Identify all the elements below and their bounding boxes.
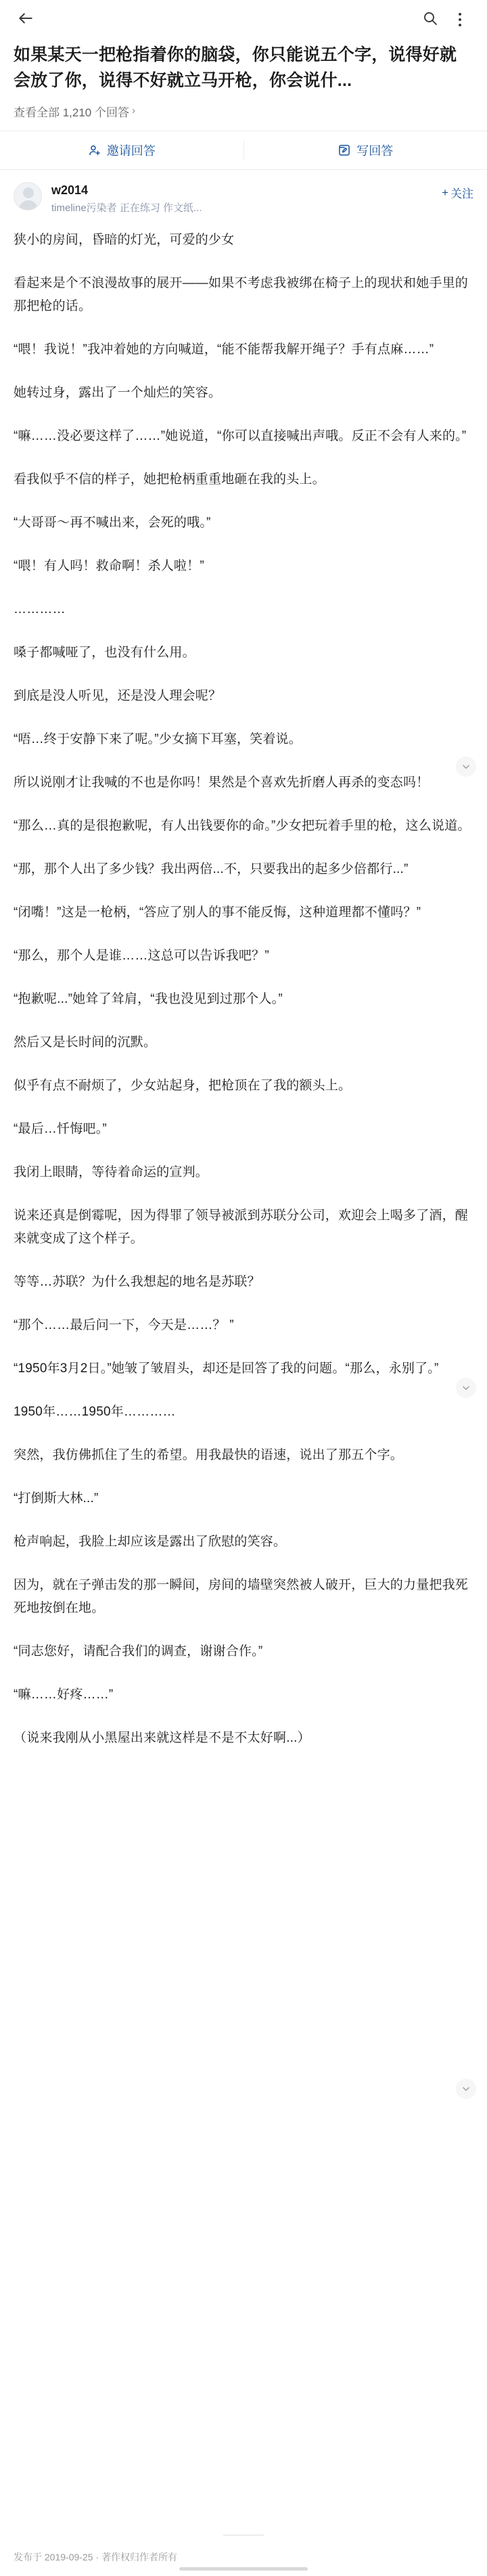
back-button[interactable] (12, 6, 39, 33)
invite-answer-label: 邀请回答 (106, 144, 156, 158)
view-all-answers-link[interactable] (14, 103, 473, 120)
publish-meta: 发布于 2019-09-25 · 著作权归作者所有 (14, 2552, 177, 2562)
answer-paragraph: （说来我刚从小黑屋出来就这样是不是不太好啊...） (14, 1731, 310, 1745)
answer-paragraph: “那个……最后问一下，今天是……？ ” (14, 1318, 234, 1332)
pencil-square-icon (338, 143, 351, 157)
arrow-left-icon (17, 9, 34, 30)
answer-paragraph: 似乎有点不耐烦了，少女站起身，把枪顶在了我的额头上。 (14, 1079, 352, 1093)
answer-paragraph: “那么…真的是很抱歉呢，有人出钱要你的命。”少女把玩着手里的枪，这么说道。 (14, 819, 471, 833)
user-plus-icon (88, 143, 101, 157)
home-indicator (179, 2567, 308, 2571)
author-bio: timeline污染者 正在练习 作文纸... (51, 202, 202, 214)
avatar[interactable] (14, 182, 42, 210)
page-title: 如果某天一把枪指着你的脑袋，你只能说五个字，说得好就会放了你，说得不好就立马开枪，你会说什... (14, 45, 457, 90)
answer-paragraph: “最后…忏悔吧。” (14, 1122, 107, 1136)
answer-paragraph: 嗓子都喊哑了，也没有什么用。 (14, 646, 195, 660)
answer-paragraph: ………… (14, 602, 66, 616)
invite-answer-button[interactable] (0, 131, 244, 169)
answer-paragraph: “抱歉呢...”她耸了耸肩，“我也没见到过那个人。” (14, 992, 283, 1006)
answer-paragraph: “那么，那个人是谁……这总可以告诉我吧？” (14, 949, 269, 963)
answer-paragraph: 枪声响起，我脸上却应该是露出了欣慰的笑容。 (14, 1535, 287, 1549)
answer-paragraph: “大哥哥～再不喊出来，会死的哦。” (14, 516, 211, 530)
top-navigation-bar (0, 0, 487, 39)
more-vertical-icon (459, 13, 461, 26)
write-answer-button[interactable] (244, 131, 487, 169)
answer-paragraph: 看起来是个不浪漫故事的展开——如果不考虑我被绑在椅子上的现状和她手里的那把枪的话。 (14, 276, 469, 313)
answer-paragraph: “唔…终于安静下来了呢。”少女摘下耳塞，笑着说。 (14, 732, 302, 746)
answer-paragraph: 然后又是长时间的沉默。 (14, 1035, 157, 1049)
answer-paragraph: “同志您好，请配合我们的调查，谢谢合作。” (14, 1644, 263, 1658)
answer-paragraph: 突然，我仿佛抓住了生的希望。用我最快的语速，说出了那五个字。 (14, 1448, 404, 1462)
search-button[interactable] (415, 5, 445, 35)
answer-paragraph: 1950年……1950年………… (14, 1405, 176, 1419)
answer-paragraph: 等等…苏联？为什么我想起的地名是苏联？ (14, 1275, 260, 1289)
answer-paragraph: 看我似乎不信的样子，她把枪柄重重地砸在我的头上。 (14, 472, 325, 487)
answer-paragraph: “嘛……没必要这样了……”她说道，“你可以直接喊出声哦。反正不会有人来的。” (14, 429, 467, 443)
answer-paragraph: 狭小的房间，昏暗的灯光，可爱的少女 (14, 233, 235, 247)
answer-paragraph: “那，那个人出了多少钱？我出两倍...不，只要我出的起多少倍都行...” (14, 862, 409, 876)
answer-paragraph: “喂！有人吗！救命啊！杀人啦！” (14, 559, 204, 573)
answer-paragraph: 到底是没人听见，还是没人理会呢？ (14, 689, 222, 703)
more-options-button[interactable] (445, 5, 475, 35)
scroll-down-hint-icon[interactable] (456, 1378, 476, 1398)
answer-paragraph: “嘛……好疼……” (14, 1688, 114, 1702)
answer-paragraph: 我闭上眼睛，等待着命运的宣判。 (14, 1165, 209, 1179)
answer-action-bar (0, 131, 487, 170)
follow-label: 关注 (450, 187, 473, 200)
write-answer-label: 写回答 (356, 144, 394, 158)
scroll-down-hint-icon[interactable] (456, 2079, 476, 2099)
question-section (0, 39, 487, 120)
answer-paragraph: “闭嘴！”这是一枪柄，“答应了别人的事不能反悔，这种道理都不懂吗？” (14, 905, 421, 920)
plus-icon: + (442, 185, 448, 199)
answer-paragraph: “打倒斯大林...” (14, 1491, 99, 1506)
answer-paragraph: 因为，就在子弹击发的那一瞬间，房间的墙壁突然被人破开，巨大的力量把我死死地按倒在地。 (14, 1578, 469, 1615)
answer-paragraph: 她转过身，露出了一个灿烂的笑容。 (14, 386, 222, 400)
scroll-down-hint-icon[interactable] (456, 756, 476, 777)
search-icon (422, 10, 438, 30)
answer-paragraph: “喂！我说！”我冲着她的方向喊道，“能不能帮我解开绳子？手有点麻……” (14, 342, 434, 357)
author-name[interactable]: w2014 (51, 183, 89, 197)
chevron-right-icon: › (132, 105, 135, 116)
view-all-answers-label: 查看全部 1,210 个回答 (14, 106, 129, 119)
answer-author (0, 170, 487, 219)
answer-content (0, 219, 487, 2514)
answer-paragraph: “1950年3月2日。”她皱了皱眉头，却还是回答了我的问题。“那么，永别了。” (14, 1361, 439, 1376)
answer-paragraph: 所以说刚才让我喊的不也是你吗！果然是个喜欢先折磨人再杀的变态吗！ (14, 775, 430, 790)
answer-paragraph: 说来还真是倒霉呢，因为得罪了领导被派到苏联分公司，欢迎会上喝多了酒，醒来就变成了这个样子。 (14, 1208, 469, 1246)
follow-button[interactable] (442, 182, 473, 201)
author-info (51, 182, 442, 215)
